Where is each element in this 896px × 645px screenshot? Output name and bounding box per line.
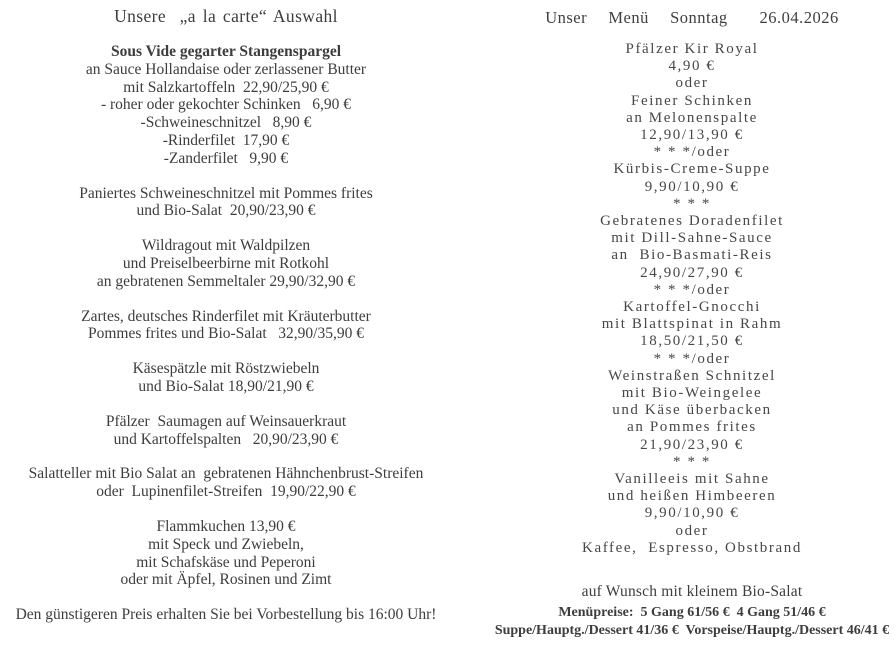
set-menu-line: * * * [673, 453, 711, 470]
set-menu-line: 4,90 € [668, 58, 716, 75]
menu-line: und Kartoffelspalten 20,90/23,90 € [113, 430, 339, 448]
menu-prices-line-2: Suppe/Hauptg./Dessert 41/36 € Vorspeise/Hauptg./Dessert 46/41 € [494, 623, 890, 639]
set-menu-title: Unser Menü Sonntag 26.04.2026 [545, 8, 839, 27]
menu-line: an gebratenen Semmeltaler 29,90/32,90 € [96, 272, 356, 290]
set-menu-line: Weinstraßen Schnitzel [608, 367, 776, 384]
menu-line: Zartes, deutsches Rinderfilet mit Kräuterbutter [81, 307, 371, 325]
menu-line: -Rinderfilet 17,90 € [162, 131, 290, 149]
set-menu-line: mit Bio-Weingelee [621, 385, 763, 402]
menu-line: und Bio-Salat 20,90/23,90 € [136, 202, 316, 220]
set-menu-line: * * */oder [653, 281, 731, 298]
menu-section [0, 237, 452, 290]
menu-line: Sous Vide gegarter Stangenspargel [110, 43, 342, 60]
set-menu-line: Kartoffel-Gnocchi [623, 299, 761, 316]
set-menu-line: und heißen Himbeeren [607, 488, 777, 505]
menu-line: und Preiselbeerbirne mit Rotkohl [122, 254, 330, 272]
set-menu-line: mit Dill-Sahne-Sauce [611, 230, 773, 247]
set-menu-lines [488, 41, 896, 557]
menu-line: an Sauce Hollandaise oder zerlassener Butter [85, 60, 367, 78]
menu-prices [488, 604, 896, 640]
menu-line: Salatteller mit Bio Salat an gebratenen Hähnchenbrust-Streifen [28, 465, 424, 483]
menu-line: - roher oder gekochter Schinken 6,90 € [100, 96, 352, 114]
menu-line: mit Schafskäse und Peperoni [136, 553, 316, 571]
set-menu-line: Feiner Schinken [631, 92, 753, 109]
sunday-set-menu [488, 8, 896, 640]
set-menu-line: mit Blattspinat in Rahm [601, 316, 783, 333]
set-menu-line: an Melonenspalte [626, 109, 758, 126]
set-menu-line: oder [675, 75, 709, 92]
menu-line: Pfälzer Saumagen auf Weinsauerkraut [105, 412, 347, 430]
set-menu-line: Kaffee, Espresso, Obstbrand [582, 539, 802, 556]
set-menu-line: an Bio-Basmati-Reis [611, 247, 773, 264]
menu-line: oder mit Äpfel, Rosinen und Zimt [120, 571, 332, 589]
set-menu-line: * * */oder [653, 350, 731, 367]
set-menu-line: oder [675, 522, 709, 539]
menu-line: Pommes frites und Bio-Salat 32,90/35,90 € [88, 325, 364, 343]
set-menu-line: Kürbis-Creme-Suppe [613, 161, 771, 178]
menu-line: -Zanderfilet 9,90 € [163, 149, 289, 167]
set-menu-line: Gebratenes Doradenfilet [600, 213, 784, 230]
menu-section [0, 518, 452, 589]
set-menu-line: * * * [673, 195, 711, 212]
set-menu-line: 21,90/23,90 € [640, 436, 744, 453]
menu-line: Paniertes Schweineschnitzel mit Pommes frites [79, 184, 373, 202]
menu-section [0, 308, 452, 344]
a-la-carte-title: Unsere „a la carte“ Auswahl [114, 6, 338, 26]
menu-section [0, 413, 452, 449]
menu-section [0, 360, 452, 396]
a-la-carte-sections [0, 43, 452, 589]
menu-line: oder Lupinenfilet-Streifen 19,90/22,90 € [96, 483, 356, 501]
menu-section [0, 465, 452, 501]
bio-salad-note: auf Wunsch mit kleinem Bio-Salat [581, 583, 803, 601]
set-menu-line: 12,90/13,90 € [640, 127, 744, 144]
set-menu-line: Pfälzer Kir Royal [625, 41, 759, 57]
set-menu-line: 18,50/21,50 € [640, 333, 744, 350]
menu-line: Käsespätzle mit Röstzwiebeln [132, 360, 320, 378]
menu-line: Flammkuchen 13,90 € [156, 517, 296, 535]
menu-line: mit Speck und Zwiebeln, [148, 535, 304, 553]
menu-section [0, 185, 452, 221]
preorder-discount-note: Den günstigeren Preis erhalten Sie bei Vorbestellung bis 16:00 Uhr! [15, 606, 437, 624]
set-menu-line: 9,90/10,90 € [644, 505, 740, 522]
set-menu-line: 9,90/10,90 € [644, 178, 740, 195]
set-menu-line: und Käse überbacken [612, 402, 772, 419]
set-menu-line: 24,90/27,90 € [640, 264, 744, 281]
menu-section [0, 43, 452, 168]
menu-line: und Bio-Salat 18,90/21,90 € [138, 377, 314, 395]
menu-line: -Schweineschnitzel 8,90 € [140, 114, 312, 132]
set-menu-line: * * */oder [653, 144, 731, 161]
set-menu-line: Vanilleeis mit Sahne [614, 471, 770, 488]
menu-prices-line-1: Menüpreise: 5 Gang 61/56 € 4 Gang 51/46 € [558, 605, 826, 621]
set-menu-line: an Pommes frites [627, 419, 757, 436]
menu-line: mit Salzkartoffeln 22,90/25,90 € [123, 78, 329, 96]
menu-line: Wildragout mit Waldpilzen [141, 237, 311, 255]
a-la-carte-menu [0, 6, 452, 624]
